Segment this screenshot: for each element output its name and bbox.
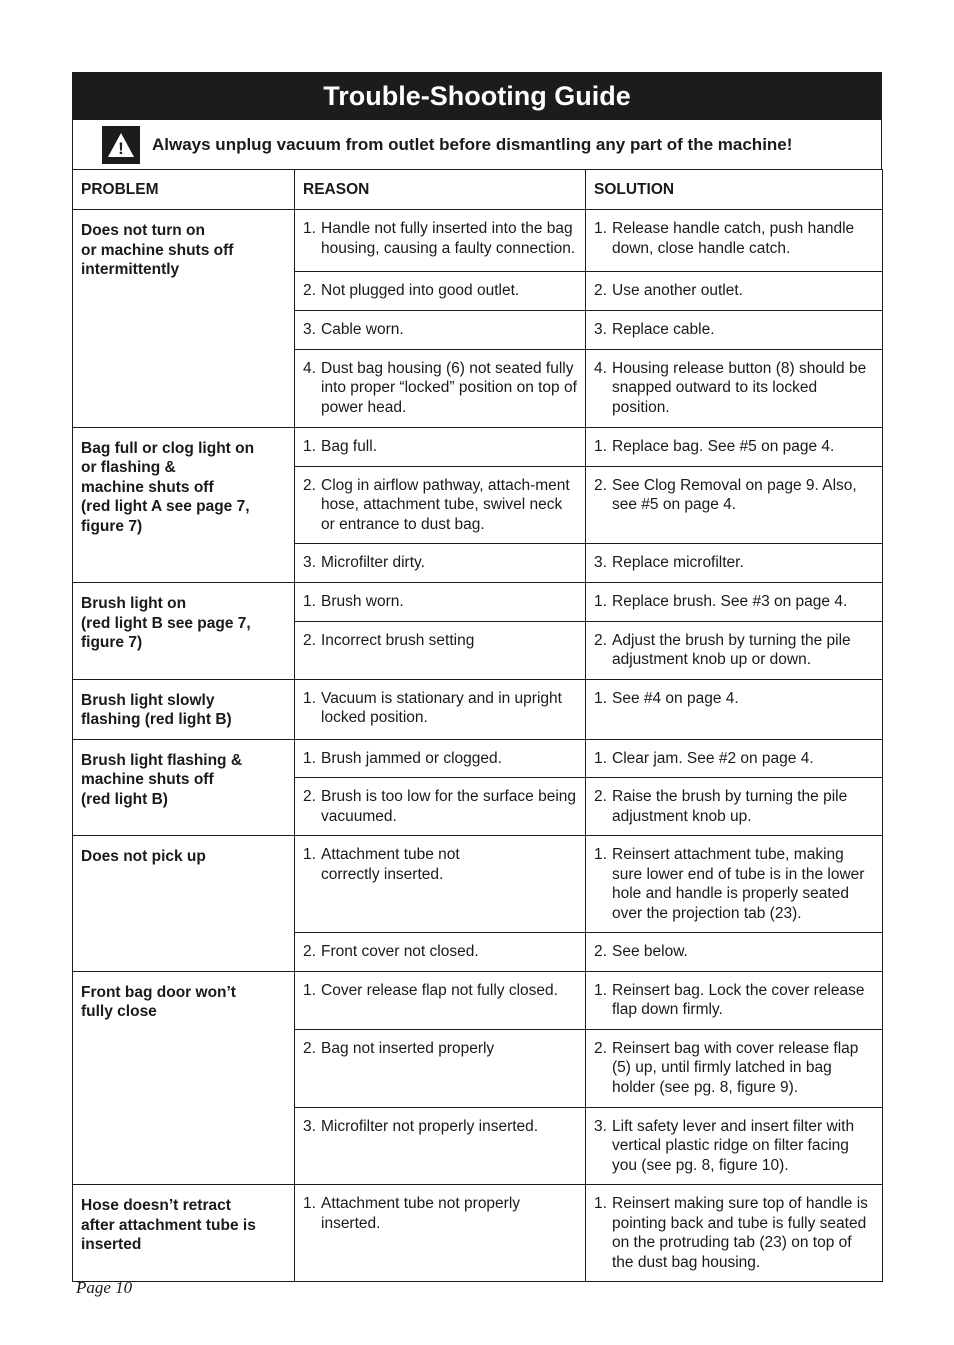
- solution-item: [594, 320, 874, 340]
- header-reason: REASON: [295, 170, 586, 210]
- problem-text: Bag full or clog light on or flashing & machine shuts off (red light A see page 7, figure 7): [81, 439, 255, 535]
- reason-cell: [295, 310, 586, 349]
- solution-cell: [586, 679, 883, 739]
- solution-item-text: Reinsert attachment tube, making sure lower end of tube is in the lower hole and handle is properly seated over the projection tab (23).: [612, 846, 865, 922]
- reason-cell: [295, 739, 586, 778]
- solution-item-number: 4.: [594, 359, 607, 377]
- reason-cell: [295, 933, 586, 972]
- table-header-row: [73, 170, 883, 210]
- solution-item-text: Adjust the brush by turning the pile adjustment knob up or down.: [612, 631, 851, 668]
- reason-item: [303, 981, 577, 1001]
- solution-item: [594, 437, 874, 457]
- solution-cell: [586, 621, 883, 679]
- reason-item-number: 2.: [303, 788, 316, 805]
- solution-item-text: Reinsert bag with cover release flap (5) up, until firmly latched in bag holder (see pg. 8, figure 9).: [612, 1039, 859, 1096]
- solution-item-text: Release handle catch, push handle down, close handle catch.: [612, 220, 855, 257]
- solution-cell: [586, 210, 883, 272]
- reason-item: [303, 592, 577, 612]
- reason-item-number: 1.: [303, 220, 316, 237]
- solution-item-number: 3.: [594, 320, 607, 338]
- reason-cell: [295, 272, 586, 311]
- problem-text: Brush light on (red light B see page 7, figure 7): [81, 595, 251, 651]
- reason-cell: [295, 971, 586, 1029]
- solution-item-text: Replace bag. See #5 on page 4.: [612, 437, 835, 455]
- reason-item: [303, 437, 577, 457]
- reason-item-text: Front cover not closed.: [321, 943, 479, 960]
- reason-item-number: 1.: [303, 981, 316, 999]
- reason-item-text: Microfilter not properly inserted.: [321, 1117, 539, 1135]
- reason-item: [303, 787, 577, 826]
- reason-item-text: Cable worn.: [321, 320, 404, 338]
- problem-text: Does not turn on or machine shuts off intermittently: [81, 222, 234, 278]
- solution-item: [594, 219, 874, 258]
- reason-item-text: Clog in airflow pathway, attach-ment hose, attachment tube, swivel neck or entrance to dust bag.: [321, 476, 570, 533]
- solution-item: [594, 592, 874, 612]
- solution-cell: [586, 778, 883, 836]
- solution-cell: [586, 466, 883, 544]
- reason-item: [303, 281, 577, 301]
- solution-item-number: 2.: [594, 282, 607, 299]
- reason-item-number: 1.: [303, 846, 316, 863]
- solution-item-number: 1.: [594, 846, 607, 863]
- reason-item-text: Dust bag housing (6) not seated fully into proper “locked” position on top of power head.: [321, 359, 577, 416]
- solution-item: [594, 942, 874, 962]
- solution-item: [594, 476, 874, 515]
- solution-item-text: See #4 on page 4.: [612, 689, 739, 707]
- solution-item: [594, 1194, 874, 1272]
- troubleshooting-guide: [72, 72, 882, 1282]
- reason-cell: [295, 544, 586, 583]
- reason-item: [303, 476, 577, 535]
- reason-item: [303, 553, 577, 573]
- solution-cell: [586, 739, 883, 778]
- solution-item-text: See below.: [612, 943, 688, 960]
- table-row: [73, 739, 883, 778]
- reason-item: [303, 1039, 577, 1059]
- reason-item-number: 4.: [303, 359, 316, 377]
- solution-cell: [586, 272, 883, 311]
- header-problem: PROBLEM: [73, 170, 295, 210]
- reason-item-number: 2.: [303, 1039, 316, 1057]
- solution-item-number: 1.: [594, 437, 607, 455]
- solution-item-number: 2.: [594, 476, 607, 494]
- svg-text:!: !: [118, 138, 124, 158]
- page-number: Page 10: [76, 1278, 133, 1297]
- reason-item-number: 3.: [303, 320, 316, 338]
- reason-item-text: Brush jammed or clogged.: [321, 749, 502, 767]
- reason-item-number: 3.: [303, 1117, 316, 1135]
- solution-item: [594, 1117, 874, 1176]
- solution-item-number: 2.: [594, 943, 607, 960]
- reason-item: [303, 359, 577, 418]
- solution-cell: [586, 1107, 883, 1185]
- reason-item-text: Not plugged into good outlet.: [321, 282, 520, 299]
- problem-text: Hose doesn’t retract after attachment tube is inserted: [81, 1197, 256, 1253]
- reason-cell: [295, 427, 586, 466]
- warning-text: Always unplug vacuum from outlet before dismantling any part of the machine!: [152, 134, 793, 154]
- problem-cell: [73, 679, 295, 739]
- reason-item-text: Bag not inserted properly: [321, 1039, 495, 1057]
- solution-item-text: Housing release button (8) should be snapped outward to its locked position.: [612, 359, 867, 416]
- solution-item-text: Replace brush. See #3 on page 4.: [612, 593, 848, 610]
- reason-cell: [295, 349, 586, 427]
- table-row: [73, 679, 883, 739]
- solution-item-number: 1.: [594, 689, 607, 707]
- solution-cell: [586, 544, 883, 583]
- problem-cell: [73, 427, 295, 583]
- reason-cell: [295, 679, 586, 739]
- reason-item-number: 1.: [303, 593, 316, 610]
- solution-item-number: 1.: [594, 220, 607, 237]
- reason-item: [303, 1194, 577, 1233]
- solution-item: [594, 749, 874, 769]
- reason-item-number: 1.: [303, 1195, 316, 1212]
- warning-icon: [102, 126, 140, 164]
- solution-item: [594, 845, 874, 923]
- solution-item-number: 1.: [594, 1195, 607, 1212]
- solution-item-text: Reinsert bag. Lock the cover release flap down firmly.: [612, 981, 865, 1018]
- reason-item: [303, 320, 577, 340]
- table-row: [73, 1185, 883, 1282]
- solution-cell: [586, 1185, 883, 1282]
- reason-item-text: Vacuum is stationary and in upright locked position.: [321, 689, 562, 726]
- reason-item-text: Microfilter dirty.: [321, 554, 425, 571]
- solution-cell: [586, 310, 883, 349]
- problem-cell: [73, 971, 295, 1185]
- solution-item: [594, 553, 874, 573]
- solution-item: [594, 359, 874, 418]
- reason-cell: [295, 621, 586, 679]
- problem-cell: [73, 739, 295, 836]
- table-row: [73, 971, 883, 1029]
- reason-cell: [295, 1029, 586, 1107]
- reason-item: [303, 749, 577, 769]
- solution-item-number: 1.: [594, 593, 607, 610]
- problem-cell: [73, 210, 295, 428]
- solution-item-number: 2.: [594, 1039, 607, 1057]
- solution-item-number: 2.: [594, 631, 607, 649]
- solution-cell: [586, 933, 883, 972]
- solution-item: [594, 981, 874, 1020]
- table-row: [73, 210, 883, 272]
- solution-item: [594, 787, 874, 826]
- solution-cell: [586, 427, 883, 466]
- reason-item: [303, 1117, 577, 1137]
- warning-triangle-icon: [107, 132, 135, 158]
- solution-item-text: Replace microfilter.: [612, 554, 744, 571]
- reason-item-number: 2.: [303, 282, 316, 299]
- table-row: [73, 836, 883, 933]
- solution-item-text: Reinsert making sure top of handle is pointing back and tube is fully seated on the protruding tab (23) on top of the dust bag housing.: [612, 1195, 868, 1271]
- solution-item-text: Replace cable.: [612, 320, 715, 338]
- solution-item-number: 3.: [594, 554, 607, 571]
- problem-cell: [73, 583, 295, 680]
- troubleshooting-table: [72, 169, 883, 1282]
- problem-text: Brush light flashing & machine shuts off (red light B): [81, 751, 243, 808]
- solution-cell: [586, 836, 883, 933]
- problem-text: Does not pick up: [81, 848, 206, 865]
- solution-item-text: Clear jam. See #2 on page 4.: [612, 749, 814, 767]
- problem-cell: [73, 836, 295, 972]
- reason-item-text: Bag full.: [321, 437, 378, 455]
- reason-item-text: Handle not fully inserted into the bag housing, causing a faulty connection.: [321, 220, 576, 257]
- reason-cell: [295, 836, 586, 933]
- reason-cell: [295, 1107, 586, 1185]
- reason-item-number: 2.: [303, 631, 316, 649]
- problem-cell: [73, 1185, 295, 1282]
- solution-item-text: Lift safety lever and insert filter with vertical plastic ridge on filter facing you (see pg. 8, figure 10).: [612, 1117, 855, 1174]
- reason-item: [303, 631, 577, 651]
- reason-item-number: 3.: [303, 554, 316, 571]
- solution-item: [594, 281, 874, 301]
- solution-cell: [586, 583, 883, 622]
- reason-item-text: Incorrect brush setting: [321, 631, 475, 649]
- solution-item-text: See Clog Removal on page 9. Also, see #5 on page 4.: [612, 476, 857, 513]
- table-row: [73, 427, 883, 466]
- header-solution: SOLUTION: [586, 170, 883, 210]
- reason-item-text: Cover release flap not fully closed.: [321, 981, 558, 999]
- warning-banner: [72, 120, 882, 169]
- problem-text: Front bag door won’t fully close: [81, 983, 236, 1020]
- reason-item: [303, 689, 577, 728]
- solution-item-number: 1.: [594, 981, 607, 999]
- solution-cell: [586, 1029, 883, 1107]
- reason-item: [303, 845, 577, 884]
- reason-item-number: 1.: [303, 437, 316, 455]
- table-body: [73, 210, 883, 1282]
- solution-item: [594, 631, 874, 670]
- reason-cell: [295, 583, 586, 622]
- solution-cell: [586, 971, 883, 1029]
- reason-item-number: 1.: [303, 749, 316, 767]
- solution-item-number: 3.: [594, 1117, 607, 1135]
- reason-cell: [295, 778, 586, 836]
- reason-cell: [295, 1185, 586, 1282]
- reason-item-text: Brush worn.: [321, 593, 404, 610]
- reason-item: [303, 219, 577, 258]
- reason-item-number: 1.: [303, 689, 316, 707]
- solution-cell: [586, 349, 883, 427]
- solution-item-number: 1.: [594, 749, 607, 767]
- solution-item: [594, 689, 874, 709]
- reason-item-text: Attachment tube not properly inserted.: [321, 1195, 521, 1232]
- solution-item-text: Raise the brush by turning the pile adjustment knob up.: [612, 788, 848, 825]
- reason-item-text: Brush is too low for the surface being vacuumed.: [321, 788, 577, 825]
- table-row: [73, 583, 883, 622]
- solution-item-number: 2.: [594, 788, 607, 805]
- solution-item: [594, 1039, 874, 1098]
- problem-text: Brush light slowly flashing (red light B): [81, 691, 232, 728]
- page-title: Trouble-Shooting Guide: [72, 72, 882, 120]
- reason-item-number: 2.: [303, 943, 316, 960]
- reason-item-text: Attachment tube not correctly inserted.: [321, 846, 460, 883]
- reason-cell: [295, 466, 586, 544]
- reason-item-number: 2.: [303, 476, 316, 494]
- reason-item: [303, 942, 577, 962]
- solution-item-text: Use another outlet.: [612, 282, 743, 299]
- reason-cell: [295, 210, 586, 272]
